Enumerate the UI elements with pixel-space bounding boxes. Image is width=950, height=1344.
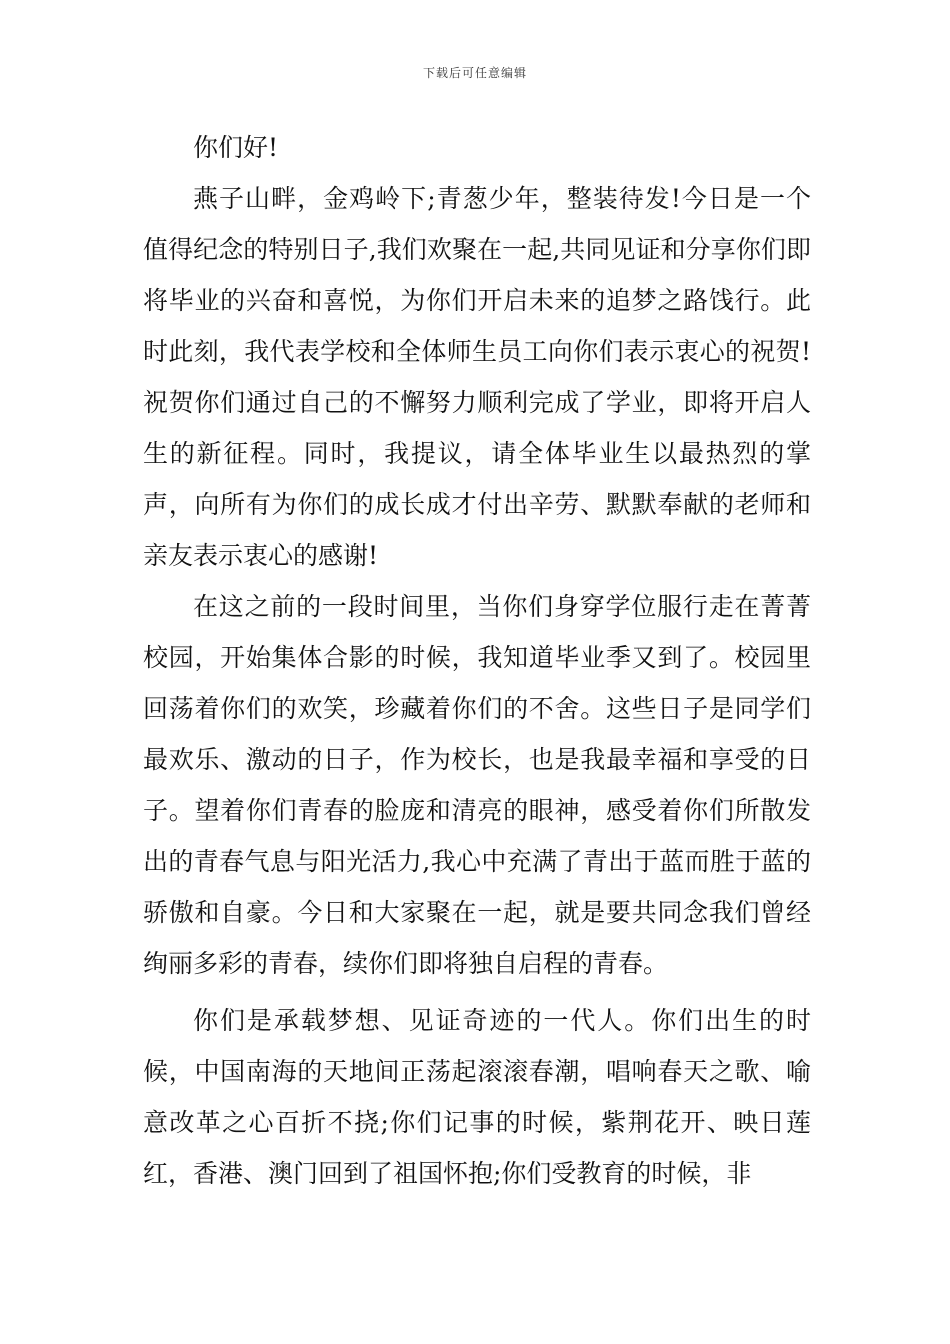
document-body xyxy=(143,122,811,1199)
greeting-line: 你们好! xyxy=(193,133,279,162)
paragraph-2: 在这之前的一段时间里，当你们身穿学位服行走在菁菁校园，开始集体合影的时候，我知道毕业季又到了。校园里回荡着你们的欢笑，珍藏着你们的不舍。这些日子是同学们最欢乐、激动的日子，作为校长，也是我最幸福和享受的日子。望着你们青春的脸庞和清亮的眼神，感受着你们所散发出的青春气息与阳光活力,我心中充满了青出于蓝而胜于蓝的骄傲和自豪。今日和大家聚在一起，就是要共同念我们曾经绚丽多彩的青春，续你们即将独自启程的青春。 xyxy=(143,592,811,978)
paragraph-1: 燕子山畔，金鸡岭下;青葱少年，整装待发!今日是一个值得纪念的特别日子,我们欢聚在一起,共同见证和分享你们即将毕业的兴奋和喜悦，为你们开启未来的追梦之路饯行。此时此刻，我代表学校和全体师生员工向你们表示衷心的祝贺!祝贺你们通过自己的不懈努力顺利完成了学业，即将开启人生的新征程。同时，我提议，请全体毕业生以最热烈的掌声，向所有为你们的成长成才付出辛劳、默默奉献的老师和亲友表示衷心的感谢! xyxy=(143,184,811,570)
page-header-note: 下载后可任意编辑 xyxy=(422,66,527,80)
paragraph-3: 你们是承载梦想、见证奇迹的一代人。你们出生的时候，中国南海的天地间正荡起滚滚春潮，唱响春天之歌、喻意改革之心百折不挠;你们记事的时候，紫荆花开、映日莲红，香港、澳门回到了祖国怀抱;你们受教育的时候，非 xyxy=(143,1006,811,1188)
